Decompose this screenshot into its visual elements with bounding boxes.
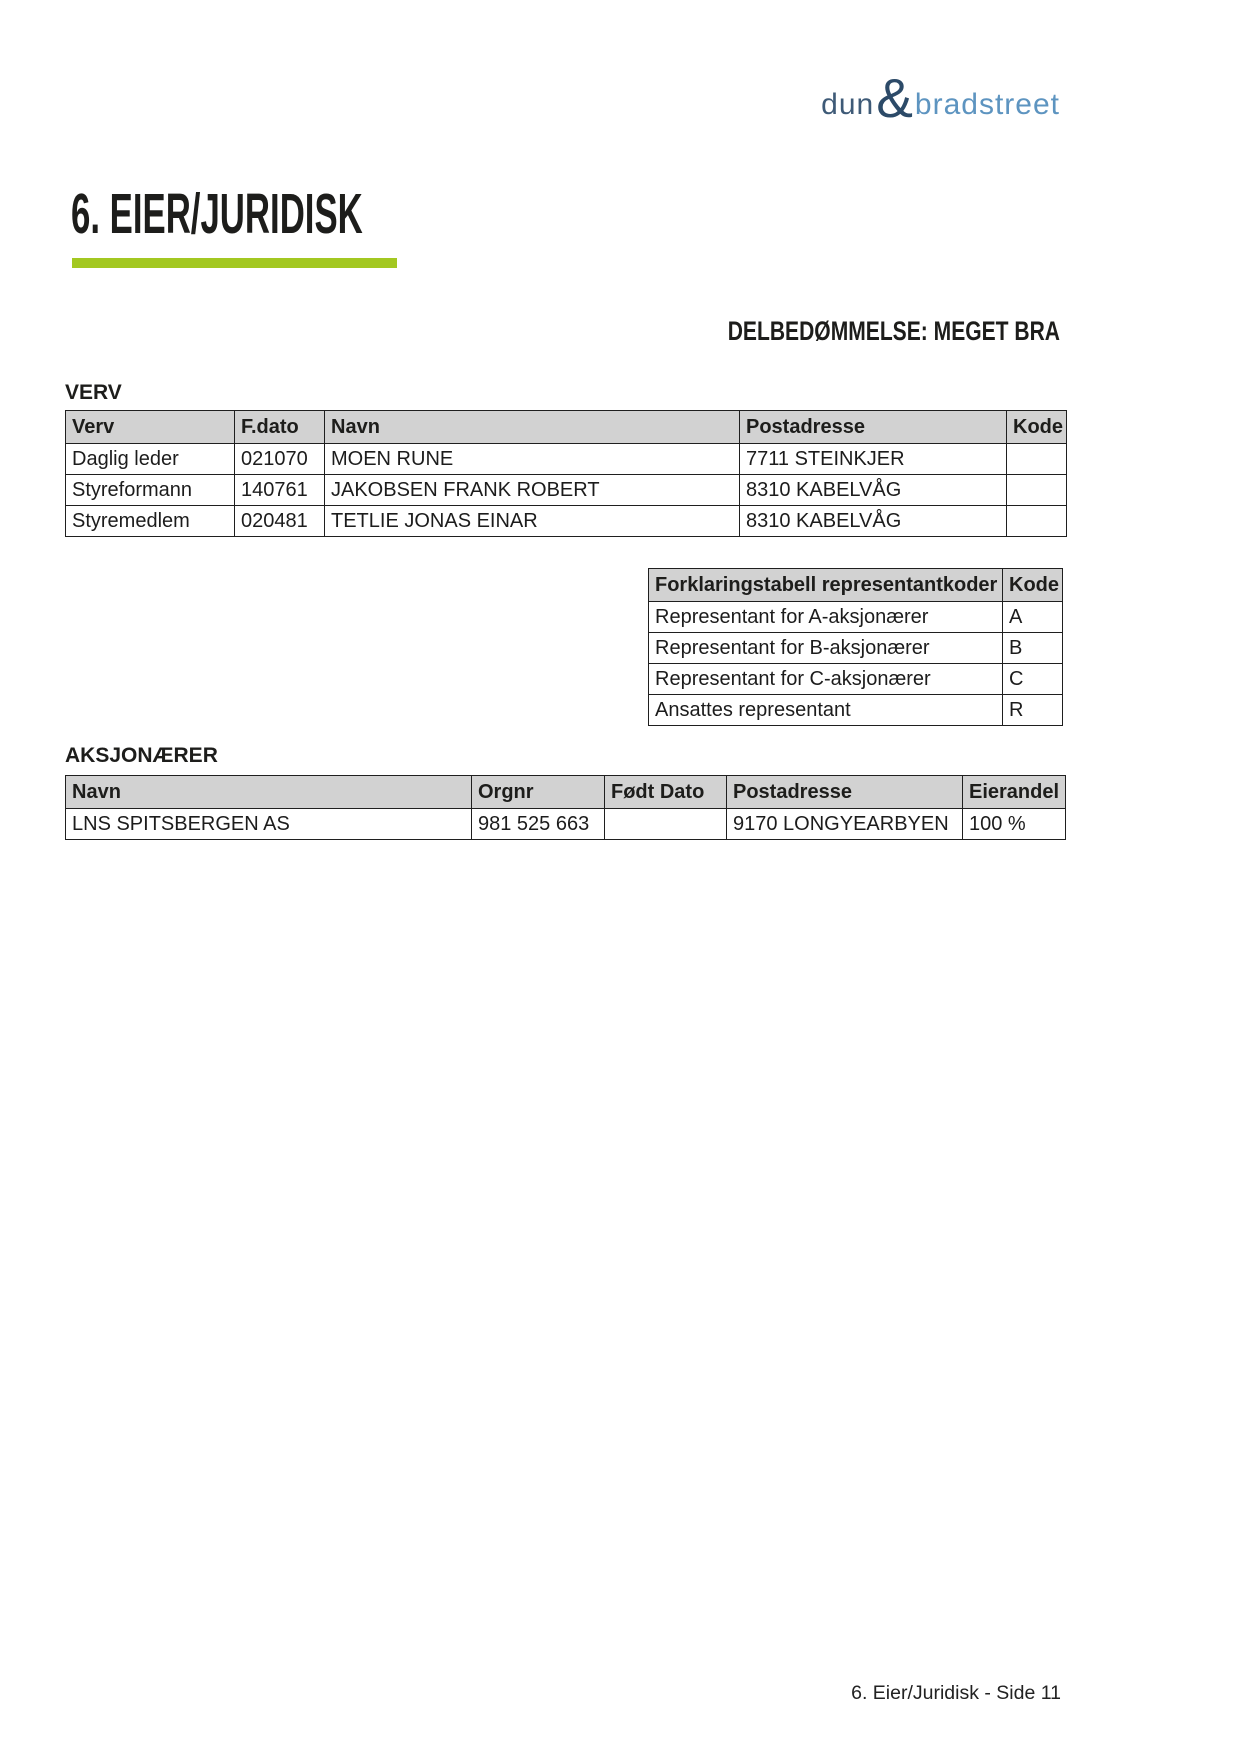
page-footer: 6. Eier/Juridisk - Side 11 [851, 1682, 1061, 1704]
cell-fdato: 021070 [235, 444, 325, 475]
column-header-postadresse: Postadresse [740, 411, 1007, 444]
cell-postadresse: 8310 KABELVÅG [740, 506, 1007, 537]
cell-representant-label: Representant for B-aksjonærer [649, 633, 1003, 664]
cell-postadresse: 8310 KABELVÅG [740, 475, 1007, 506]
table-row [649, 695, 1063, 726]
column-header-fdato: F.dato [235, 411, 325, 444]
cell-kode: C [1003, 664, 1063, 695]
cell-fdato: 140761 [235, 475, 325, 506]
aksjonaerer-header-row [66, 776, 1066, 809]
cell-kode [1007, 444, 1067, 475]
cell-eierandel: 100 % [963, 809, 1066, 840]
cell-verv: Daglig leder [66, 444, 235, 475]
cell-representant-label: Representant for A-aksjonærer [649, 602, 1003, 633]
cell-kode: B [1003, 633, 1063, 664]
column-header-fodt-dato: Født Dato [605, 776, 727, 809]
column-header-kode: Kode [1003, 569, 1063, 602]
cell-fodt-dato [605, 809, 727, 840]
column-header-navn: Navn [66, 776, 472, 809]
column-header-orgnr: Orgnr [472, 776, 605, 809]
koder-header-row [649, 569, 1063, 602]
verv-header-row [66, 411, 1067, 444]
cell-navn: JAKOBSEN FRANK ROBERT [325, 475, 740, 506]
verv-table [65, 410, 1067, 537]
dun-bradstreet-logo [821, 67, 1060, 129]
aksjonaerer-section-label: AKSJONÆRER [65, 744, 218, 767]
table-row [66, 444, 1067, 475]
cell-kode: A [1003, 602, 1063, 633]
cell-navn: LNS SPITSBERGEN AS [66, 809, 472, 840]
cell-representant-label: Ansattes representant [649, 695, 1003, 726]
cell-representant-label: Representant for C-aksjonærer [649, 664, 1003, 695]
cell-verv: Styremedlem [66, 506, 235, 537]
cell-kode [1007, 506, 1067, 537]
cell-navn: TETLIE JONAS EINAR [325, 506, 740, 537]
representant-koder-table [648, 568, 1063, 726]
cell-kode [1007, 475, 1067, 506]
logo-text-dun: dun [821, 88, 875, 121]
column-header-postadresse: Postadresse [727, 776, 963, 809]
logo-ampersand-icon: & [876, 67, 913, 129]
cell-fdato: 020481 [235, 506, 325, 537]
aksjonaerer-table [65, 775, 1066, 840]
column-header-kode: Kode [1007, 411, 1067, 444]
table-row [66, 809, 1066, 840]
table-row [649, 664, 1063, 695]
cell-orgnr: 981 525 663 [472, 809, 605, 840]
logo-text-bradstreet: bradstreet [914, 88, 1060, 121]
sub-rating-label: DELBEDØMMELSE: MEGET BRA [727, 316, 1060, 346]
section-title: 6. EIER/JURIDISK [71, 182, 363, 246]
cell-postadresse: 7711 STEINKJER [740, 444, 1007, 475]
table-row [649, 633, 1063, 664]
column-header-eierandel: Eierandel [963, 776, 1066, 809]
verv-section-label: VERV [65, 381, 122, 404]
cell-verv: Styreformann [66, 475, 235, 506]
cell-navn: MOEN RUNE [325, 444, 740, 475]
table-row [649, 602, 1063, 633]
column-header-forklaringstabell: Forklaringstabell representantkoder [649, 569, 1003, 602]
cell-kode: R [1003, 695, 1063, 726]
table-row [66, 506, 1067, 537]
title-accent-bar [72, 258, 397, 268]
column-header-verv: Verv [66, 411, 235, 444]
table-row [66, 475, 1067, 506]
column-header-navn: Navn [325, 411, 740, 444]
cell-postadresse: 9170 LONGYEARBYEN [727, 809, 963, 840]
